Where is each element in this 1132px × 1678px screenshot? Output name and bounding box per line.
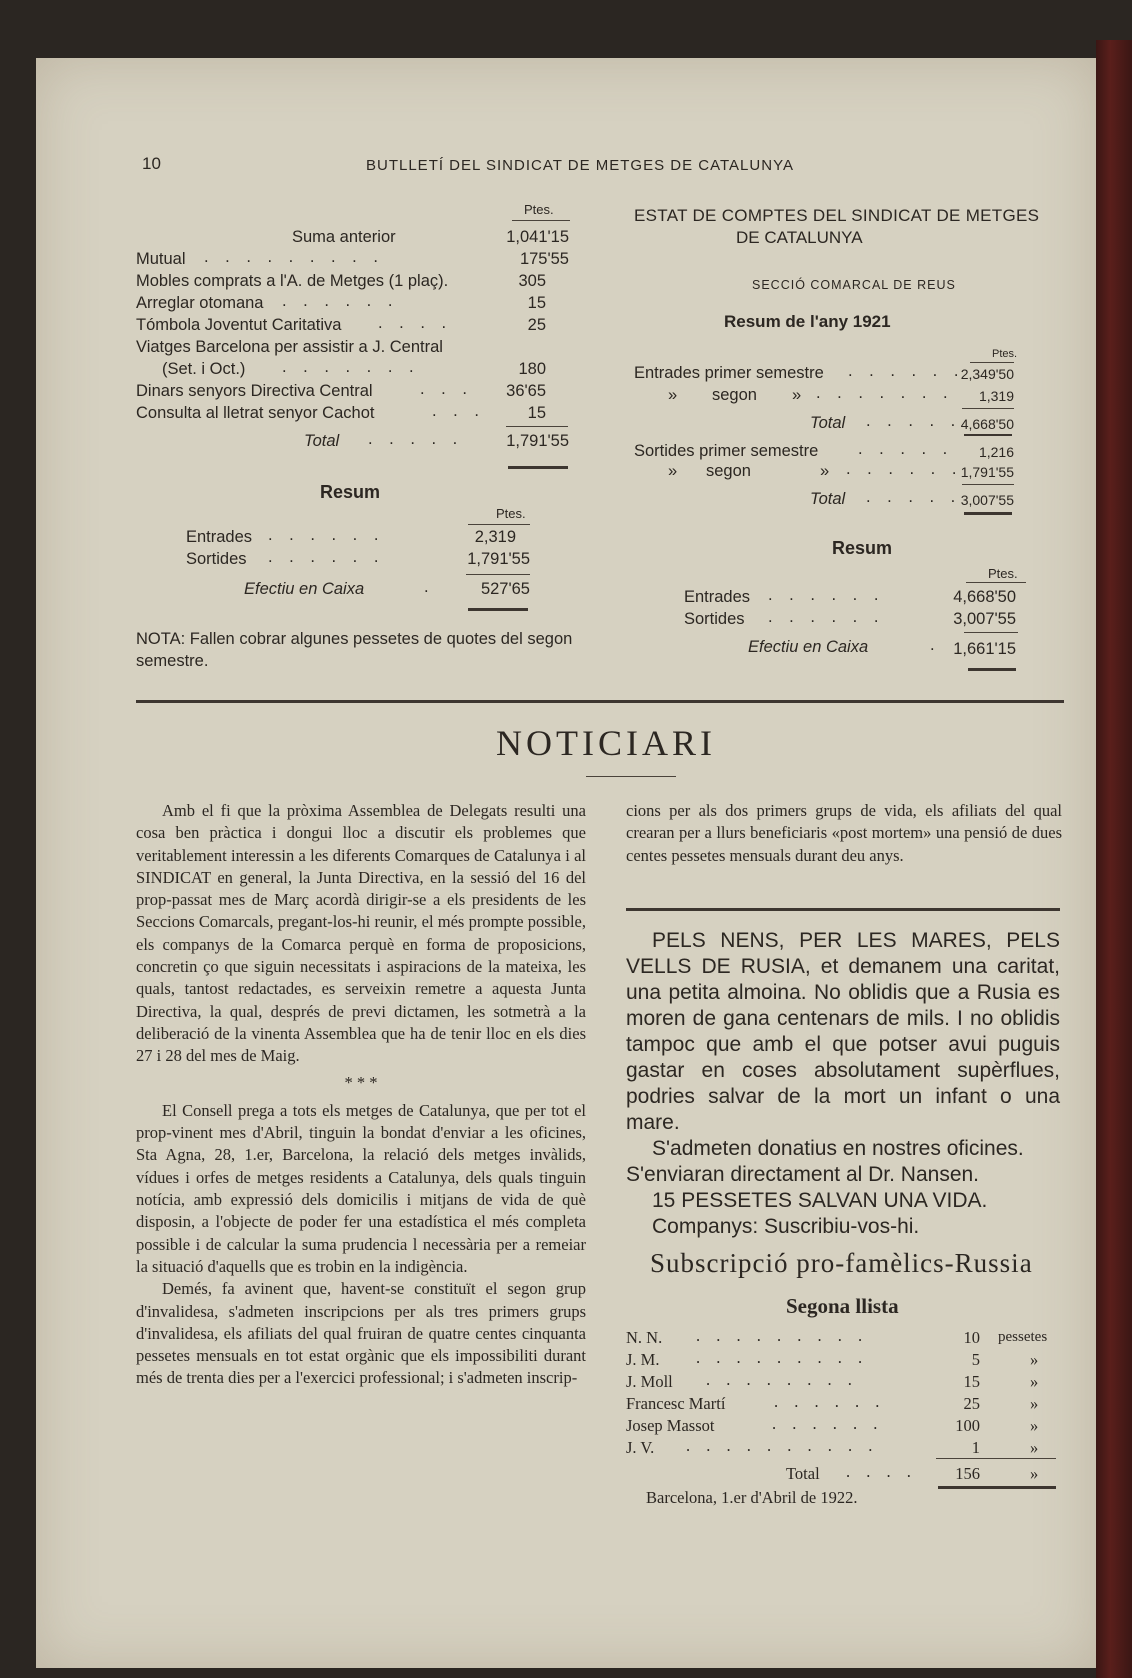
right-seccio: SECCIÓ COMARCAL DE REUS (752, 278, 956, 292)
subscriber-name: J. M. (626, 1350, 660, 1369)
appeal-line: S'admeten donatius en nostres oficines. (652, 1137, 1024, 1160)
subscription-subtitle: Segona llista (786, 1294, 899, 1318)
right-segon-label: segon (706, 462, 751, 480)
ditto-mark: » (668, 462, 678, 480)
subscription-total-label: Total (786, 1464, 820, 1483)
right-entrades-total-value: 4,668'50 (960, 416, 1014, 432)
subscriber-amount: 1 (971, 1438, 980, 1457)
subscriber-amount: 25 (963, 1394, 980, 1413)
leader-dots: . . . . . (866, 412, 962, 430)
ditto-mark: » (1030, 1394, 1039, 1413)
page-number: 10 (142, 154, 161, 173)
leader-dots: . . . . . . (774, 1392, 886, 1411)
section-title: NOTICIARI (496, 723, 716, 763)
subscriber-name: J. V. (626, 1438, 655, 1457)
right-entrades-label: Entrades (684, 588, 751, 606)
section-divider (136, 700, 1064, 703)
right-entrades-primer-value: 2,349'50 (960, 366, 1014, 382)
left-row-label: Dinars senyors Directiva Central (136, 382, 373, 400)
right-sortides-segon-value: 1,791'55 (960, 464, 1014, 480)
right-entrades-value: 4,668'50 (953, 588, 1016, 606)
leader-dots: . . . . (378, 314, 453, 332)
right-total-label: Total (810, 490, 846, 508)
nota-lead: NOTA (136, 630, 181, 648)
left-row-label: (Set. i Oct.) (162, 360, 246, 378)
leader-dots: . . . . . . . (816, 384, 954, 402)
leader-dots: . . . (432, 402, 485, 420)
leader-dots: . . . . . . (268, 526, 385, 544)
leader-dots: . . . . . . (268, 548, 385, 566)
subscriber-amount: 5 (971, 1350, 980, 1369)
left-total-value: 1,791'55 (506, 432, 569, 450)
right-efectiu-value: 1,661'15 (953, 640, 1016, 658)
leader-dots: . . . . . (866, 488, 962, 506)
subscriber-amount: 10 (963, 1328, 980, 1347)
right-resum-title: Resum (832, 538, 893, 558)
right-efectiu-label: Efectiu en Caixa (748, 638, 869, 656)
right-sortides-primer-label: Sortides primer semestre (634, 442, 819, 460)
appeal-line: Companys: Suscribiu-vos-hi. (652, 1215, 920, 1238)
ditto-mark: » (1030, 1372, 1039, 1391)
right-sortides-value: 3,007'55 (953, 610, 1016, 628)
left-row-value: 305 (518, 272, 546, 290)
right-entrades-primer-label: Entrades primer semestre (634, 364, 824, 382)
subscription-total-value: 156 (955, 1464, 980, 1483)
subscriber-name: N. N. (626, 1328, 663, 1347)
right-entrades-segon-value: 1,319 (978, 388, 1014, 404)
noticiari-column-left (136, 800, 586, 1390)
left-sortides-label: Sortides (186, 550, 247, 568)
right-currency-label: Ptes. (992, 348, 1018, 360)
left-row-label: Mutual (136, 250, 186, 268)
left-row-label: Tómbola Joventut Caritativa (136, 316, 342, 334)
ditto-mark: » (820, 462, 830, 480)
nota-text: : Fallen cobrar algunes pessetes de quotes del segon semestre. (136, 630, 573, 670)
appeal-text: PELS NENS, PER LES MARES, PELS VELLS DE RUSIA, et demanem una caritat, una petita almoina. No oblidis que a Rusia es moren de gana centenars de mils. I no oblidis tampoc que amb el que potser avui puguis gastar en coses absolutament supèrflues, podries salvar de la mort un infant o una mare. (626, 929, 1060, 1134)
left-nota (136, 628, 580, 672)
leader-dots: . . . . . . (768, 608, 885, 626)
appeal-line: 15 PESSETES SALVAN UNA VIDA. (652, 1189, 988, 1212)
ditto-mark: » (668, 386, 678, 404)
left-row-value: 1,041'15 (506, 228, 569, 246)
column-divider (626, 908, 1060, 911)
left-row-label: Suma anterior (292, 228, 396, 246)
noticiari-paragraph: Demés, fa avinent que, havent-se constituït el segon grup d'invalidesa, s'admeten inscripcions per als tres primers grups d'invalidesa, els afiliats del qual fruiran de quatre centes cinquanta pessetes mensuals en tot estat orgànic que els impossibiliti durant més de trenta dies per a l'exercici professional; i s'admeten inscrip- (136, 1279, 586, 1388)
left-row-label: Arreglar otomana (136, 294, 264, 312)
leader-dots: . . . . . . (768, 586, 885, 604)
leader-dots: . . . . (846, 1462, 917, 1481)
subscriber-amount: 15 (963, 1372, 980, 1391)
leader-dots: . . . . . . . . . . (686, 1436, 879, 1455)
left-row-value: 36'65 (506, 382, 546, 400)
left-row-value: 180 (518, 360, 546, 378)
right-title-line1: ESTAT DE COMPTES DEL SINDICAT DE METGES (634, 206, 1040, 225)
leader-dots: . . . . . . . . . (204, 248, 384, 266)
ditto-mark: » (792, 386, 802, 404)
section-stars: * * * (344, 1072, 378, 1092)
leader-dots: . . . . . . (846, 460, 963, 478)
russia-appeal (626, 928, 1060, 1240)
left-sortides-value: 1,791'55 (467, 550, 530, 568)
left-row-label: Consulta al lletrat senyor Cachot (136, 404, 375, 422)
left-row-value: 25 (527, 316, 546, 334)
subscriber-name: Josep Massot (626, 1416, 715, 1435)
right-sortides-primer-value: 1,216 (978, 444, 1014, 460)
ditto-mark: » (1030, 1416, 1039, 1435)
noticiari-paragraph: Amb el fi que la pròxima Assemblea de Delegats resulti una cosa ben pràctica i dongui lloc a discutir els problemes que veritablement interessin a les diferents Comarques de Catalunya i al SINDICAT en general, la Junta Directiva, en la sessió del 16 del prop-passat mes de Març acordà dirigir-se a els presidents de les Seccions Comarcals, pregant-los-hi reunir, el més prompte possible, els companys de la Comarca perquè en forma de proposicions, concretin ço que siguin necessitats i aspiracions de la mateixa, les quals, tantost redactades, es serveixin remetre a aquesta Junta Directiva, la qual, després de previ dictamen, les sotmetrà a la deliberació de la vinenta Assemblea que ha de tenir lloc en els dies 27 i 28 del mes de Maig. (136, 801, 586, 1066)
document-page (36, 58, 1096, 1668)
leader-dots: . (930, 636, 935, 654)
leader-dots: . . . . . . (848, 362, 965, 380)
left-row-value: 15 (527, 294, 546, 312)
left-row-value: 15 (527, 404, 546, 422)
right-resum-currency: Ptes. (988, 566, 1018, 581)
right-sortides-total-value: 3,007'55 (960, 492, 1014, 508)
leader-dots: . . . . . . . . . (696, 1326, 869, 1345)
leader-dots: . . . (420, 380, 473, 398)
leader-dots: . . . . . (858, 440, 954, 458)
left-resum-currency: Ptes. (496, 506, 526, 521)
left-efectiu-value: 527'65 (480, 580, 530, 598)
noticiari-column-right (626, 800, 1062, 867)
left-row-label: Mobles comprats a l'A. de Metges (1 plaç). (136, 272, 449, 290)
left-row-label: Viatges Barcelona per assistir a J. Central (136, 338, 443, 356)
ditto-mark: » (1030, 1350, 1039, 1369)
appeal-line: S'enviaran directament al Dr. Nansen. (626, 1163, 980, 1186)
subscriber-name: Francesc Martí (626, 1394, 726, 1413)
left-currency-label: Ptes. (524, 202, 554, 217)
leader-dots: . . . . . . . . (706, 1370, 858, 1389)
ditto-mark: » (1030, 1438, 1039, 1457)
noticiari-paragraph: cions per als dos primers grups de vida, els afiliats del qual crearan per a llurs beneficiaris «post mortem» una pensió de dues centes pessetes mensuals durant deu anys. (626, 801, 1062, 865)
leader-dots: . (424, 578, 429, 596)
left-entrades-value: 2,319 (474, 528, 516, 546)
left-total-label: Total (304, 432, 340, 450)
right-resum-any: Resum de l'any 1921 (724, 312, 891, 331)
leader-dots: . . . . . . (282, 292, 399, 310)
right-segon-label: segon (712, 386, 757, 404)
right-title-line2: DE CATALUNYA (736, 228, 863, 247)
left-row-value: 175'55 (519, 250, 569, 268)
left-efectiu-label: Efectiu en Caixa (244, 580, 365, 598)
ditto-mark: » (1030, 1464, 1039, 1483)
running-title: BUTLLETÍ DEL SINDICAT DE METGES DE CATALUNYA (366, 157, 794, 174)
subscription-title: Subscripció pro-famèlics-Russia (650, 1248, 1033, 1278)
subscriber-amount: 100 (955, 1416, 980, 1435)
book-binding-edge (1096, 40, 1132, 1678)
right-sortides-label: Sortides (684, 610, 745, 628)
subscriber-name: J. Moll (626, 1372, 673, 1391)
leader-dots: . . . . . (368, 430, 464, 448)
leader-dots: . . . . . . . (282, 358, 420, 376)
right-total-label: Total (810, 414, 846, 432)
left-resum-title: Resum (320, 482, 381, 502)
subscription-unit: pessetes (998, 1329, 1048, 1345)
leader-dots: . . . . . . (772, 1414, 884, 1433)
leader-dots: . . . . . . . . . (696, 1348, 869, 1367)
subscription-date: Barcelona, 1.er d'Abril de 1922. (646, 1488, 858, 1507)
left-entrades-label: Entrades (186, 528, 253, 546)
noticiari-paragraph: El Consell prega a tots els metges de Catalunya, que per tot el prop-vinent mes d'Abril, tinguin la bondat d'enviar a les oficines, Sta Agna, 28, 1.er, Barcelona, la relació dels metges invàlids, vídues i orfes de metges residents a Catalunya, dels quals tinguin notícia, amb expressió dels domicilis i mitjans de vida de què disposin, a l'objecte de poder fer una estadística el més completa possible i de calcular la suma prudencia l necessària per a remeiar la situació d'aquells que es trobin en la indigència. (136, 1100, 586, 1276)
